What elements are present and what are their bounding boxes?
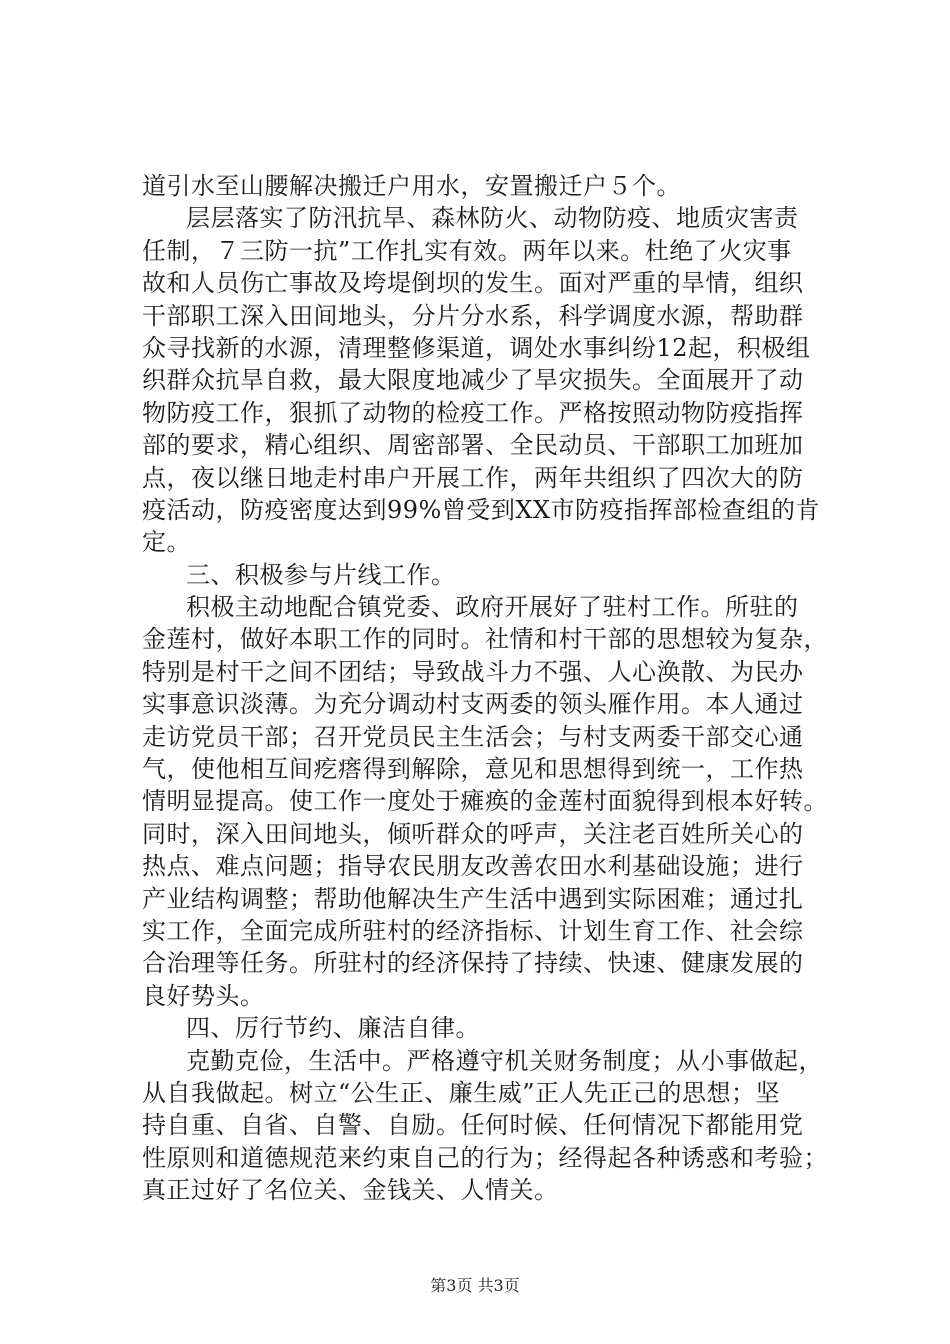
- paragraph-start-line: 层层落实了防汛抗旱、森林防火、动物防疫、地质灾害责: [186, 204, 799, 233]
- text-line: 任制，７三防一抗”工作扎实有效。两年以来。杜绝了火灾事: [142, 236, 792, 265]
- text-line: 气，使他相互间疙瘩得到解除，意见和思想得到统一，工作热: [142, 755, 804, 784]
- text-line: 道引水至山腰解决搬迁户用水，安置搬迁户５个。: [142, 172, 681, 200]
- text-line: 走访党员干部；召开党员民主生活会；与村支两委干部交心通: [142, 722, 804, 751]
- document-body: [142, 170, 828, 1207]
- text-line: 持自重、自省、自警、自励。任何时候、任何情况下都能用党: [142, 1111, 804, 1140]
- text-line: 点，夜以继日地走村串户开展工作，两年共组织了四次大的防: [142, 463, 804, 492]
- text-line: 从自我做起。树立“公生正、廉生威”正人先正己的思想；坚: [142, 1078, 781, 1107]
- text-line: 定。: [142, 528, 191, 557]
- text-line: 故和人员伤亡事故及垮堤倒坝的发生。面对严重的旱情，组织: [142, 269, 804, 298]
- paragraph-start-line: 积极主动地配合镇党委、政府开展好了驻村工作。所驻的: [186, 593, 799, 622]
- text-line: 部的要求，精心组织、周密部署、全民动员、干部职工加班加: [142, 431, 804, 460]
- text-line: 真正过好了名位关、金钱关、人情关。: [142, 1176, 559, 1205]
- text-line: 产业结构调整；帮助他解决生产生活中遇到实际困难；通过扎: [142, 884, 804, 913]
- text-line: 织群众抗旱自救，最大限度地减少了旱灾损失。全面展开了动: [142, 366, 804, 395]
- text-line: 情明显提高。使工作一度处于瘫痪的金莲村面貌得到根本好转。: [142, 787, 828, 816]
- text-line: 实事意识淡薄。为充分调动村支两委的领头雁作用。本人通过: [142, 690, 804, 719]
- text-line: 良好势头。: [142, 981, 265, 1010]
- paragraph-start-line: 克勤克俭，生活中。严格遵守机关财务制度；从小事做起，: [186, 1046, 823, 1075]
- section-heading-4: 四、厉行节约、廉洁自律。: [186, 1014, 480, 1043]
- text-line: 疫活动，防疫密度达到99%曾受到XX市防疫指挥部检查组的肯: [142, 495, 821, 524]
- text-line: 金莲村，做好本职工作的同时。社情和村干部的思想较为复杂，: [142, 625, 828, 654]
- text-line: 众寻找新的水源，清理整修渠道，调处水事纠纷12起，积极组: [142, 333, 811, 362]
- text-line: 合治理等任务。所驻村的经济保持了持续、快速、健康发展的: [142, 949, 804, 978]
- text-line: 物防疫工作，狠抓了动物的检疫工作。严格按照动物防疫指挥: [142, 398, 804, 427]
- text-line: 干部职工深入田间地头，分片分水系，科学调度水源，帮助群: [142, 301, 804, 330]
- text-line: 热点、难点问题；指导农民朋友改善农田水利基础设施；进行: [142, 852, 804, 881]
- section-heading-3: 三、积极参与片线工作。: [186, 560, 456, 589]
- text-line: 性原则和道德规范来约束自己的行为；经得起各种诱惑和考验；: [142, 1143, 828, 1172]
- page-footer: 第3页 共3页: [430, 1276, 520, 1295]
- text-line: 特别是村干之间不团结；导致战斗力不强、人心涣散、为民办: [142, 657, 804, 686]
- text-line: 同时，深入田间地头，倾听群众的呼声，关注老百姓所关心的: [142, 819, 804, 848]
- text-line: 实工作，全面完成所驻村的经济指标、计划生育工作、社会综: [142, 916, 804, 945]
